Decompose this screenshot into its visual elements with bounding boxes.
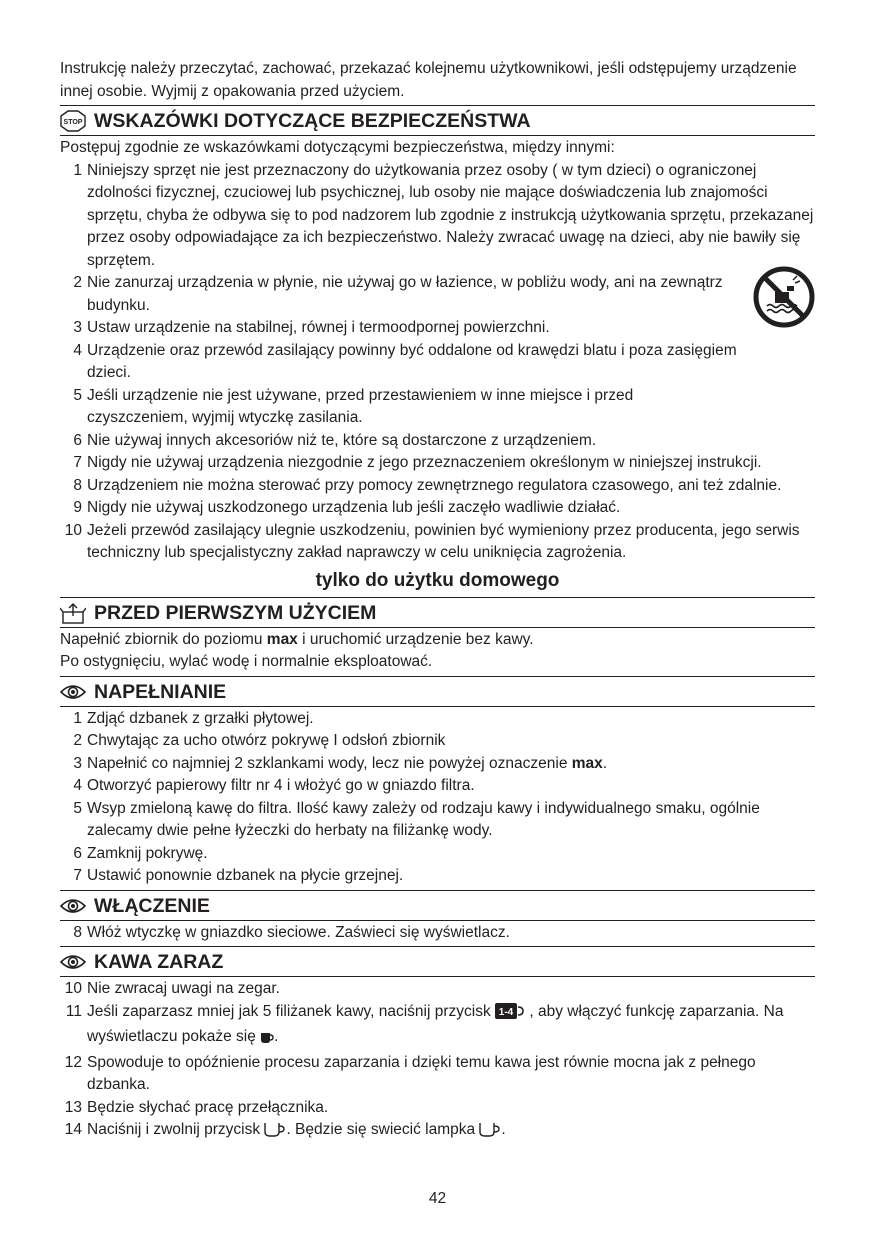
- list-item: 8 Włóż wtyczkę w gniazdko sieciowe. Zaświeci się wyświetlacz.: [73, 923, 510, 941]
- list-item: 4 Urządzenie oraz przewód zasilający powinny być oddalone od krawędzi blatu i poza zasięgiem dzieci.: [73, 341, 737, 381]
- eye-icon: [60, 951, 86, 973]
- coffee-now-heading: [60, 946, 815, 977]
- stop-icon: [60, 110, 86, 132]
- list-item: 2 Chwytając za ucho otwórz pokrywę I odsłoń zbiornik: [73, 732, 446, 749]
- filling-list: [60, 708, 815, 888]
- first-use-line-2: Po ostygnięciu, wylać wodę i normalnie eksploatować.: [60, 653, 433, 670]
- switch-on-list: [60, 922, 815, 945]
- first-use-line-1: Napełnić zbiornik do poziomu max i uruchomić urządzenie bez kawy.: [60, 630, 534, 648]
- switch-on-heading: [60, 890, 815, 921]
- list-item: 7 Ustawić ponownie dzbanek na płycie grzejnej.: [73, 867, 404, 884]
- list-item: 5 Jeśli urządzenie nie jest używane, przed przestawieniem w inne miejsce i przed czyszczeniem, wyjmij wtyczkę zasilania.: [73, 386, 634, 426]
- list-item: 7 Nigdy nie używaj urządzenia niezgodnie z jego przeznaczeniem określonym w niniejszej instrukcji.: [73, 454, 762, 471]
- filling-title: NAPEŁNIANIE: [94, 680, 227, 703]
- first-use-title: PRZED PIERWSZYM UŻYCIEM: [94, 601, 377, 624]
- first-use-heading: [60, 597, 815, 628]
- small-batch-button-icon: [495, 1003, 525, 1027]
- safety-list: [60, 160, 815, 565]
- list-item: 11 Jeśli zaparzasz mniej jak 5 filiżanek kawy, naciśnij przycisk 1-4 , aby włączyć funkcję zaparzania. Na wyświetlaczu pokaże się .: [60, 1001, 815, 1052]
- safety-lead: Postępuj zgodnie ze wskazówkami dotyczącymi bezpieczeństwa, między innymi:: [60, 139, 615, 156]
- page-number: 42: [428, 1190, 447, 1207]
- intro-text: Instrukcję należy przeczytać, zachować, przekazać kolejnemu użytkownikowi, jeśli odstępujemy urządzenie innej osobie. Wyjmij z opakowania przed użyciem.: [60, 60, 797, 100]
- list-item: 2 Nie zanurzaj urządzenia w płynie, nie używaj go w łazience, w pobliżu wody, ani na zewnątrz budynku.: [73, 274, 723, 314]
- list-item: 1 Niniejszy sprzęt nie jest przeznaczony do użytkowania przez osoby ( w tym dzieci) o ograniczonej zdolności fizycznej, czuciowej lub psychicznej, lub osoby nie mające doświadczenia lub znajomości sprzętu, chyba że odbywa się to pod nadzorem lub zgodnie z instrukcją użytkowania sprzętu, przekazanej przez osoby odpowiadające za ich bezpieczeństwo. Należy zwracać uwagę na dzieci, aby nie bawiły się sprzętem.: [73, 161, 814, 269]
- list-item: 3 Ustaw urządzenie na stabilnej, równej i termoodpornej powierzchni.: [73, 319, 550, 336]
- list-item: 4 Otworzyć papierowy filtr nr 4 i włożyć go w gniazdo filtra.: [73, 777, 475, 794]
- safety-title: WSKAZÓWKI DOTYCZĄCE BEZPIECZEŃSTWA: [94, 110, 531, 132]
- list-item: 6 Zamknij pokrywę.: [73, 844, 208, 862]
- list-item: 14 Naciśnij i zwolnij przycisk . Będzie się swiecić lampka .: [60, 1119, 815, 1145]
- eye-icon: [60, 681, 86, 703]
- svg-text:STOP: STOP: [63, 119, 83, 126]
- cup-lamp-icon: [479, 1121, 501, 1145]
- cup-display-icon: [260, 1029, 274, 1052]
- list-item: 5 Wsyp zmieloną kawę do filtra. Ilość kawy zależy od rodzaju kawy i indywidualnego smaku, ogólnie zalecamy dwie pełne łyżeczki do herbaty na filiżankę wody.: [73, 799, 760, 839]
- list-item: 13 Będzie słychać pracę przełącznika.: [64, 1098, 329, 1116]
- list-item: 3 Napełnić co najmniej 2 szklankami wody, lecz nie powyżej oznaczenie max.: [73, 754, 608, 772]
- domestic-use-note: tylko do użytku domowego: [315, 569, 560, 591]
- cup-button-icon: [264, 1121, 286, 1145]
- list-item: 12 Spowoduje to opóźnienie procesu zaparzania i dzięki temu kawa jest równie mocna jak z pełnego dzbanka.: [64, 1053, 756, 1093]
- list-item: 9 Nigdy nie używaj uszkodzonego urządzenia lub jeśli zaczęło wadliwie działać.: [73, 499, 621, 516]
- coffee-now-list: [60, 978, 815, 1145]
- filling-heading: [60, 676, 815, 707]
- list-item: 1 Zdjąć dzbanek z grzałki płytowej.: [73, 709, 314, 727]
- coffee-now-title: KAWA ZARAZ: [94, 951, 224, 973]
- svg-text:1-4: 1-4: [498, 1006, 514, 1018]
- list-item: 8 Urządzeniem nie można sterować przy pomocy zewnętrznego regulatora czasowego, ani też zdalnie.: [73, 476, 782, 494]
- no-water-icon: [753, 266, 815, 328]
- list-item: 6 Nie używaj innych akcesoriów niż te, które są dostarczone z urządzeniem.: [73, 431, 597, 449]
- list-item: 10 Nie zwracaj uwagi na zegar.: [64, 980, 280, 997]
- unbox-icon: [60, 602, 86, 624]
- eye-icon: [60, 895, 86, 917]
- switch-on-title: WŁĄCZENIE: [94, 894, 210, 917]
- list-item: 10 Jeżeli przewód zasilający ulegnie uszkodzeniu, powinien być wymieniony przez producenta, jego serwis techniczny lub specjalistyczny zakład naprawczy w celu uniknięcia zagrożenia.: [64, 521, 800, 561]
- manual-page: [60, 58, 815, 1145]
- safety-heading: [60, 105, 815, 136]
